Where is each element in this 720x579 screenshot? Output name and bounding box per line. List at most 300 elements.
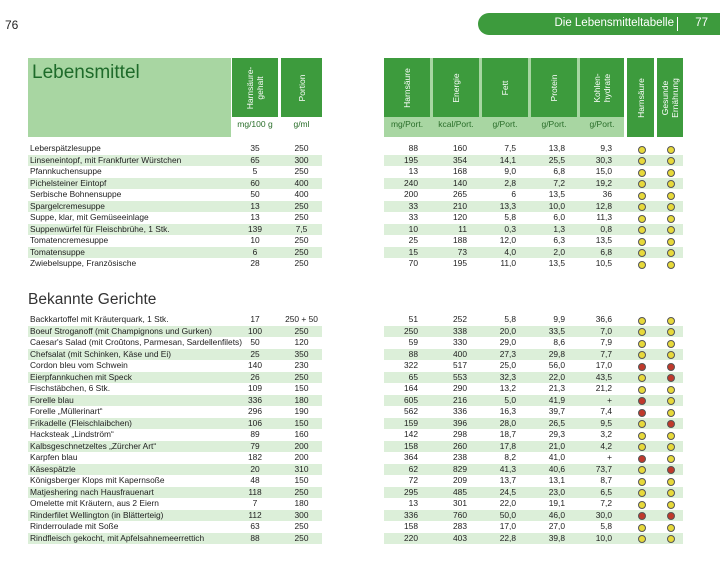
table-row — [0, 326, 720, 338]
protein-value: 46,0 — [548, 509, 565, 520]
healthy-diet-rating-dot — [667, 535, 675, 543]
portion-size: 250 — [294, 212, 309, 222]
fat-value: 18,7 — [499, 429, 516, 439]
uric-acid-per-100g: 106 — [248, 417, 262, 428]
fat-value: 17,0 — [499, 521, 516, 531]
portion-size: 190 — [294, 406, 309, 416]
carbs-value: 10,0 — [595, 532, 612, 543]
uric-acid-rating-dot — [638, 351, 646, 359]
energy-value: 195 — [453, 258, 467, 268]
uric-acid-per-100g: 140 — [248, 360, 262, 370]
healthy-diet-rating-dot — [667, 386, 675, 394]
uric-acid-per-100g: 20 — [250, 463, 260, 474]
protein-value: 41,9 — [548, 394, 565, 405]
uric-acid-per-100g: 50 — [250, 337, 260, 347]
carbs-value: 19,2 — [595, 177, 612, 188]
fat-value: 5,8 — [504, 212, 516, 222]
protein-value: 10,0 — [548, 200, 565, 211]
uric-acid-per-portion: 13 — [408, 166, 418, 176]
uric-acid-per-portion: 220 — [404, 532, 418, 543]
fat-value: 8,2 — [504, 452, 516, 462]
column-header: Portion — [296, 74, 307, 101]
carbs-value: 15,0 — [595, 166, 612, 176]
healthy-diet-rating-dot — [667, 512, 675, 520]
protein-value: 6,0 — [553, 212, 565, 222]
carbs-value: 36 — [602, 189, 612, 199]
header-tile — [627, 58, 654, 137]
uric-acid-per-100g: 79 — [250, 440, 260, 451]
energy-value: 336 — [453, 406, 467, 416]
uric-acid-per-100g: 10 — [250, 235, 260, 245]
healthy-diet-rating-dot — [667, 524, 675, 532]
food-name: Forelle blau — [30, 394, 74, 405]
food-name: Hacksteak „Lindström“ — [30, 429, 114, 439]
healthy-diet-rating-dot — [667, 443, 675, 451]
protein-value: 13,1 — [548, 475, 565, 485]
header-tile — [384, 58, 430, 117]
fat-value: 29,0 — [499, 337, 516, 347]
carbs-value: + — [607, 394, 612, 405]
energy-value: 238 — [453, 452, 467, 462]
protein-value: 13,5 — [548, 258, 565, 268]
uric-acid-per-portion: 164 — [404, 383, 418, 393]
fat-value: 50,0 — [499, 509, 516, 520]
food-name: Omelette mit Kräutern, aus 2 Eiern — [30, 498, 159, 508]
carbs-value: 43,5 — [595, 371, 612, 382]
fat-value: 25,0 — [499, 360, 516, 370]
uric-acid-per-portion: 51 — [408, 314, 418, 324]
food-name: Suppenwürfel für Fleischbrühe, 1 Stk. — [30, 223, 170, 234]
column-unit: g/ml — [293, 119, 310, 129]
fat-value: 13,2 — [499, 383, 516, 393]
uric-acid-per-portion: 336 — [404, 509, 418, 520]
uric-acid-per-portion: 59 — [408, 337, 418, 347]
healthy-diet-rating-dot — [667, 249, 675, 257]
portion-size: 150 — [294, 417, 309, 428]
portion-size: 150 — [294, 383, 309, 393]
uric-acid-per-portion: 72 — [408, 475, 418, 485]
energy-value: 11 — [458, 223, 467, 234]
energy-value: 209 — [453, 475, 467, 485]
uric-acid-rating-dot — [638, 535, 646, 543]
uric-acid-rating-dot — [638, 261, 646, 269]
carbs-value: 9,3 — [600, 143, 612, 153]
fat-value: 9,0 — [504, 166, 516, 176]
column-header: Gesunde Ernährung — [660, 77, 680, 118]
column-header: Energie — [451, 72, 461, 103]
energy-value: 216 — [453, 394, 467, 405]
uric-acid-rating-dot — [638, 226, 646, 234]
header-tile — [482, 58, 528, 117]
uric-acid-per-portion: 33 — [408, 212, 418, 222]
table-row — [0, 533, 720, 545]
uric-acid-per-100g: 35 — [250, 143, 260, 153]
healthy-diet-rating-dot — [667, 169, 675, 177]
table-row — [0, 452, 720, 464]
table-row — [0, 464, 720, 476]
uric-acid-rating-dot — [638, 443, 646, 451]
uric-acid-rating-dot — [638, 317, 646, 325]
uric-acid-rating-dot — [638, 192, 646, 200]
healthy-diet-rating-dot — [667, 455, 675, 463]
carbs-value: 11,3 — [596, 212, 612, 222]
healthy-diet-rating-dot — [667, 363, 675, 371]
header-tile — [580, 58, 624, 117]
fat-value: 2,8 — [504, 177, 516, 188]
protein-value: 13,8 — [548, 143, 565, 153]
fat-value: 4,0 — [504, 246, 516, 257]
portion-size: 310 — [294, 463, 309, 474]
protein-value: 6,8 — [553, 166, 565, 176]
portion-size: 120 — [294, 337, 309, 347]
energy-value: 73 — [457, 246, 467, 257]
carbs-value: 3,2 — [600, 429, 612, 439]
healthy-diet-rating-dot — [667, 203, 675, 211]
energy-value: 338 — [453, 325, 467, 336]
carbs-value: 7,9 — [600, 337, 612, 347]
uric-acid-per-portion: 200 — [404, 189, 418, 199]
healthy-diet-rating-dot — [667, 180, 675, 188]
uric-acid-rating-dot — [638, 374, 646, 382]
uric-acid-per-100g: 50 — [250, 189, 260, 199]
uric-acid-rating-dot — [638, 409, 646, 417]
header-tile — [433, 58, 479, 117]
food-name: Karpfen blau — [30, 452, 78, 462]
healthy-diet-rating-dot — [667, 146, 675, 154]
uric-acid-per-portion: 25 — [408, 235, 418, 245]
energy-value: 330 — [453, 337, 467, 347]
food-name: Rindfleisch gekocht, mit Apfelsahnemeerrettich — [30, 532, 205, 543]
uric-acid-rating-dot — [638, 238, 646, 246]
protein-value: 9,9 — [553, 314, 565, 324]
column-header: Harnsäure- gehalt — [245, 66, 265, 109]
uric-acid-per-100g: 13 — [250, 212, 260, 222]
uric-acid-rating-dot — [638, 501, 646, 509]
table-row — [0, 475, 720, 487]
uric-acid-per-100g: 139 — [248, 223, 262, 234]
column-unit: g/Port. — [589, 119, 615, 129]
carbs-value: 6,5 — [600, 486, 612, 497]
uric-acid-per-100g: 63 — [250, 521, 260, 531]
protein-value: 1,3 — [553, 223, 565, 234]
carbs-value: 5,8 — [600, 521, 612, 531]
food-name: Tomatensuppe — [30, 246, 85, 257]
uric-acid-rating-dot — [638, 328, 646, 336]
food-name: Spargelcremesuppe — [30, 200, 105, 211]
fat-value: 41,3 — [499, 463, 516, 474]
portion-size: 200 — [294, 440, 309, 451]
protein-value: 2,0 — [553, 246, 565, 257]
portion-size: 250 — [294, 371, 309, 382]
uric-acid-rating-dot — [638, 146, 646, 154]
healthy-diet-rating-dot — [667, 261, 675, 269]
fat-value: 27,3 — [499, 348, 516, 359]
energy-value: 829 — [453, 463, 467, 474]
energy-value: 298 — [453, 429, 467, 439]
uric-acid-per-100g: 109 — [248, 383, 262, 393]
header-tile — [531, 58, 577, 117]
uric-acid-rating-dot — [638, 363, 646, 371]
carbs-value: 7,4 — [600, 406, 612, 416]
food-name: Käsespätzle — [30, 463, 76, 474]
fat-value: 7,5 — [504, 143, 516, 153]
column-unit: mg/100 g — [237, 119, 273, 129]
table-row — [0, 395, 720, 407]
column-header: Protein — [549, 74, 559, 101]
uric-acid-rating-dot — [638, 432, 646, 440]
portion-size: 250 — [294, 521, 309, 531]
healthy-diet-rating-dot — [667, 215, 675, 223]
carbs-value: 9,5 — [600, 417, 612, 428]
banner-divider — [677, 17, 678, 31]
banner-title: Die Lebensmitteltabelle — [554, 17, 674, 29]
uric-acid-per-100g: 26 — [250, 371, 260, 382]
table-row — [0, 441, 720, 453]
table-row — [0, 155, 720, 167]
uric-acid-per-portion: 142 — [404, 429, 418, 439]
uric-acid-per-100g: 118 — [248, 486, 262, 497]
energy-value: 140 — [453, 177, 467, 188]
portion-size: 250 — [294, 200, 309, 211]
energy-value: 400 — [453, 348, 467, 359]
healthy-diet-rating-dot — [667, 501, 675, 509]
protein-value: 19,1 — [548, 498, 565, 508]
energy-value: 168 — [453, 166, 467, 176]
uric-acid-rating-dot — [638, 478, 646, 486]
portion-size: 250 — [294, 325, 309, 336]
fat-value: 12,0 — [499, 235, 516, 245]
protein-value: 27,0 — [548, 521, 565, 531]
energy-value: 354 — [453, 154, 467, 165]
uric-acid-per-100g: 6 — [252, 246, 258, 257]
carbs-value: 12,8 — [595, 200, 612, 211]
uric-acid-per-100g: 100 — [248, 325, 262, 336]
energy-value: 403 — [453, 532, 467, 543]
protein-value: 21,3 — [548, 383, 565, 393]
table-row — [0, 360, 720, 372]
uric-acid-rating-dot — [638, 489, 646, 497]
column-unit: kcal/Port. — [438, 119, 474, 129]
fat-value: 13,7 — [499, 475, 516, 485]
healthy-diet-rating-dot — [667, 226, 675, 234]
food-name: Caesar's Salad (mit Croûtons, Parmesan, Sardellenfilets) — [30, 337, 242, 347]
healthy-diet-rating-dot — [667, 340, 675, 348]
healthy-diet-rating-dot — [667, 432, 675, 440]
healthy-diet-rating-dot — [667, 238, 675, 246]
table-row — [0, 418, 720, 430]
food-name: Fischstäbchen, 6 Stk. — [30, 383, 111, 393]
column-header: Fett — [500, 80, 510, 95]
food-name: Pichelsteiner Eintopf — [30, 177, 107, 188]
uric-acid-rating-dot — [638, 386, 646, 394]
uric-acid-rating-dot — [638, 180, 646, 188]
carbs-value: 6,8 — [600, 246, 612, 257]
fat-value: 6 — [511, 189, 516, 199]
protein-value: 39,8 — [548, 532, 565, 543]
table-row — [0, 201, 720, 213]
carbs-value: 0,8 — [600, 223, 612, 234]
protein-value: 6,3 — [553, 235, 565, 245]
uric-acid-per-portion: 295 — [404, 486, 418, 497]
energy-value: 120 — [453, 212, 467, 222]
carbs-value: 4,2 — [600, 440, 612, 451]
table-row — [0, 406, 720, 418]
chapter-banner — [478, 13, 720, 35]
healthy-diet-rating-dot — [667, 328, 675, 336]
food-name: Linseneintopf, mit Frankfurter Würstchen — [30, 154, 182, 165]
table-row — [0, 224, 720, 236]
uric-acid-rating-dot — [638, 203, 646, 211]
portion-size: 300 — [294, 154, 309, 165]
fat-value: 32,3 — [499, 371, 516, 382]
food-name: Pfannkuchensuppe — [30, 166, 102, 176]
uric-acid-per-portion: 364 — [404, 452, 418, 462]
healthy-diet-rating-dot — [667, 420, 675, 428]
carbs-value: 7,2 — [600, 498, 612, 508]
uric-acid-per-portion: 88 — [408, 143, 418, 153]
portion-size: 250 — [294, 143, 309, 153]
carbs-value: 21,2 — [595, 383, 612, 393]
food-name: Tomatencremesuppe — [30, 235, 109, 245]
food-name: Königsberger Klops mit Kapernsoße — [30, 475, 165, 485]
uric-acid-per-100g: 89 — [250, 429, 260, 439]
protein-value: 7,2 — [553, 177, 565, 188]
carbs-value: 73,7 — [595, 463, 612, 474]
column-header: Kohlen- hydrate — [592, 72, 612, 103]
portion-size: 250 — [294, 258, 309, 268]
header-tile — [657, 58, 683, 137]
food-name: Serbische Bohnensuppe — [30, 189, 122, 199]
table-title: Lebensmittel — [32, 62, 140, 83]
protein-value: 29,8 — [548, 348, 565, 359]
energy-value: 301 — [453, 498, 467, 508]
energy-value: 485 — [453, 486, 467, 497]
food-name: Rinderroulade mit Soße — [30, 521, 119, 531]
uric-acid-per-portion: 322 — [404, 360, 418, 370]
table-row — [0, 189, 720, 201]
protein-value: 29,3 — [548, 429, 565, 439]
healthy-diet-rating-dot — [667, 409, 675, 417]
uric-acid-per-100g: 7 — [252, 498, 258, 508]
uric-acid-per-100g: 336 — [248, 394, 262, 405]
portion-size: 7,5 — [295, 223, 308, 234]
food-name: Chefsalat (mit Schinken, Käse und Ei) — [30, 348, 172, 359]
portion-size: 150 — [294, 475, 309, 485]
table-row — [0, 498, 720, 510]
table-row — [0, 429, 720, 441]
carbs-value: 13,5 — [595, 235, 612, 245]
fat-value: 17,8 — [499, 440, 516, 451]
food-name: Frikadelle (Fleischlaibchen) — [30, 417, 132, 428]
uric-acid-per-100g: 17 — [250, 314, 260, 324]
uric-acid-rating-dot — [638, 420, 646, 428]
food-name: Forelle „Müllerinart“ — [30, 406, 103, 416]
food-name: Matjeshering nach Hausfrauenart — [30, 486, 154, 497]
food-name: Boeuf Stroganoff (mit Champignons und Gurken) — [30, 325, 212, 336]
fat-value: 22,8 — [499, 532, 516, 543]
uric-acid-rating-dot — [638, 524, 646, 532]
energy-value: 260 — [453, 440, 467, 451]
portion-size: 200 — [294, 452, 309, 462]
energy-value: 760 — [453, 509, 467, 520]
uric-acid-per-portion: 88 — [408, 348, 418, 359]
uric-acid-per-100g: 48 — [250, 475, 260, 485]
healthy-diet-rating-dot — [667, 317, 675, 325]
table-row — [0, 258, 720, 270]
carbs-value: 17,0 — [595, 360, 612, 370]
table-row — [0, 178, 720, 190]
fat-value: 22,0 — [499, 498, 516, 508]
section-title: Bekannte Gerichte — [28, 291, 157, 308]
food-name: Cordon bleu vom Schwein — [30, 360, 128, 370]
uric-acid-rating-dot — [638, 249, 646, 257]
carbs-value: 30,0 — [595, 509, 612, 520]
healthy-diet-rating-dot — [667, 478, 675, 486]
healthy-diet-rating-dot — [667, 374, 675, 382]
portion-size: 250 — [294, 166, 309, 176]
healthy-diet-rating-dot — [667, 157, 675, 165]
header-tile — [281, 58, 322, 117]
table-row — [0, 337, 720, 349]
table-row — [0, 521, 720, 533]
uric-acid-per-portion: 158 — [404, 440, 418, 451]
uric-acid-rating-dot — [638, 466, 646, 474]
energy-value: 265 — [453, 189, 467, 199]
uric-acid-rating-dot — [638, 157, 646, 165]
uric-acid-per-portion: 240 — [404, 177, 418, 188]
portion-size: 400 — [294, 189, 309, 199]
table-row — [0, 143, 720, 155]
fat-value: 14,1 — [499, 154, 516, 165]
uric-acid-per-100g: 182 — [248, 452, 262, 462]
portion-size: 180 — [294, 498, 309, 508]
fat-value: 16,3 — [499, 406, 516, 416]
food-name: Kalbsgeschnetzeltes „Zürcher Art“ — [30, 440, 157, 451]
portion-size: 250 + 50 — [285, 314, 318, 324]
fat-value: 24,5 — [499, 486, 516, 497]
carbs-value: + — [607, 452, 612, 462]
portion-size: 230 — [294, 360, 309, 370]
fat-value: 5,0 — [504, 394, 516, 405]
fat-value: 11,0 — [500, 258, 516, 268]
uric-acid-per-portion: 65 — [408, 371, 418, 382]
portion-size: 250 — [294, 532, 309, 543]
uric-acid-per-portion: 13 — [408, 498, 418, 508]
uric-acid-per-100g: 65 — [250, 154, 260, 165]
energy-value: 252 — [453, 314, 467, 324]
portion-size: 300 — [294, 509, 309, 520]
portion-size: 250 — [294, 246, 309, 257]
energy-value: 160 — [453, 143, 467, 153]
table-row — [0, 247, 720, 259]
column-header: Harnsäure — [402, 67, 412, 108]
uric-acid-per-portion: 33 — [408, 200, 418, 211]
energy-value: 396 — [453, 417, 467, 428]
healthy-diet-rating-dot — [667, 397, 675, 405]
column-unit: g/Port. — [492, 119, 518, 129]
food-name: Leberspätzlesuppe — [30, 143, 101, 153]
portion-size: 180 — [294, 394, 309, 405]
uric-acid-per-100g: 13 — [250, 200, 260, 211]
table-row — [0, 166, 720, 178]
protein-value: 26,5 — [548, 417, 565, 428]
food-name: Eierpfannkuchen mit Speck — [30, 371, 132, 382]
energy-value: 290 — [453, 383, 467, 393]
table-row — [0, 372, 720, 384]
healthy-diet-rating-dot — [667, 489, 675, 497]
uric-acid-per-portion: 605 — [404, 394, 418, 405]
uric-acid-per-portion: 70 — [408, 258, 418, 268]
